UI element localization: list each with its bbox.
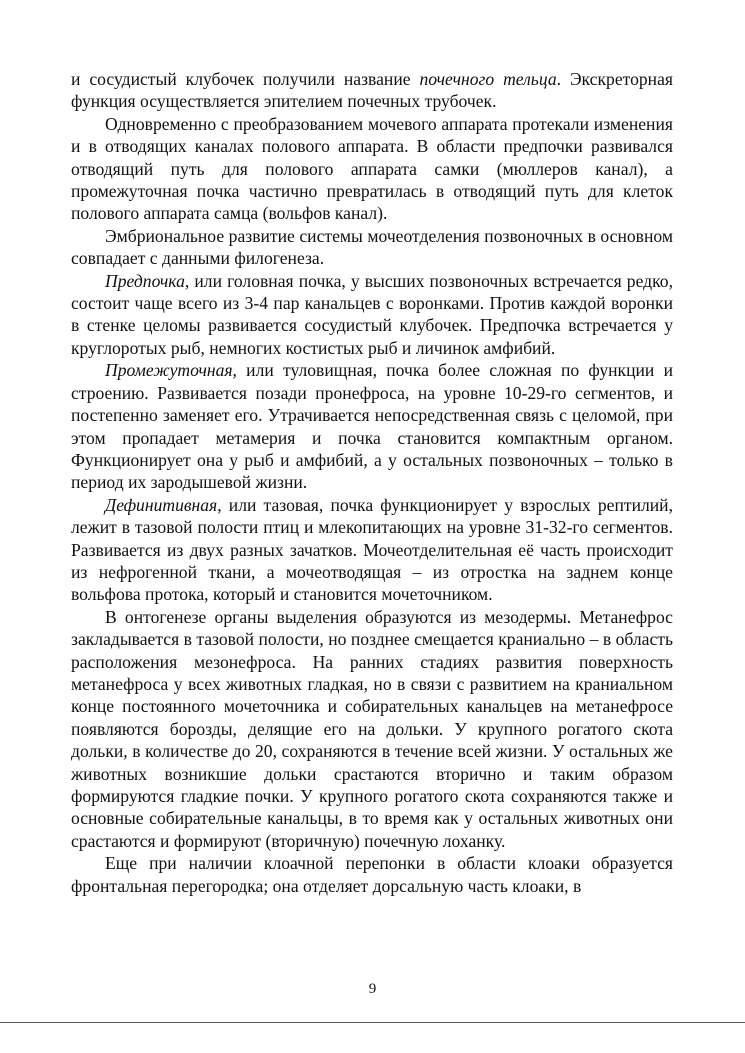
text-span: . Экскреторная функция осуществляется эпителием почечных трубочек. [71,69,674,112]
page-number: 9 [368,981,377,997]
italic-term: Предпочка [105,270,185,291]
paragraph-2 [71,113,673,225]
paragraph-3 [71,225,673,270]
text-span: Эмбриональное развитие системы мочеотделения позвоночных в основном совпадает с данными филогенеза. [71,225,673,269]
paragraph-1 [71,68,673,113]
paragraph-4 [71,270,673,360]
paragraph-5 [71,359,673,493]
text-span: Одновременно с преобразованием мочевого аппарата протекали изменения и в отводящих каналах полового аппарата. В области предпочки развивался отводящий путь для полового аппарата самки (мюллеров канал), а промежуточная почка частично превратилась в отводящий путь для клеток полового аппарата самца (вольфов канал). [71,113,673,224]
paragraph-7 [71,606,673,852]
text-span: , или туловищная, почка более сложная по функции и строению. Развивается позади пронефроса, на уровне 10-29-го сегментов, и постепенно заменяет его. Утрачивается непосредственная связь с целомой, при этом пропадает метамерия и почка становится компактным органом. Функционирует она у рыб и амфибий, а у остальных позвоночных – только в период их зародышевой жизни. [71,360,673,493]
text-span: В онтогенезе органы выделения образуются из мезодермы. Метанефрос закладывается в тазовой полости, но позднее смещается краниально – в область расположения мезонефроса. На ранних стадиях развития поверхность метанефроса у всех животных гладкая, но в связи с развитием на краниальном конце постоянного мочеточника и собирательных канальцев на метанефросе появляются борозды, делящие его на дольки. У крупного рогатого скота дольки, в количестве до 20, сохраняются в течение всей жизни. У остальных же животных возникшие дольки срастаются вторично и таким образом формируются гладкие почки. У крупного рогатого скота сохраняются также и основные собирательные канальцы, в то время как у остальных животных они срастаются и формируют (вторичную) почечную лоханку. [71,606,673,851]
footer-divider [0,1022,745,1023]
italic-term: Промежуточная [105,360,233,381]
page-body [71,68,673,897]
paragraph-6 [71,494,673,606]
text-span: Еще при наличии клоачной перепонки в области клоаки образуется фронтальная перегородка; она отделяет дорсальную часть клоаки, в [71,853,673,896]
text-span: , или тазовая, почка функционирует у взрослых рептилий, лежит в тазовой полости птиц и млекопитающих на уровне 31-32-го сегментов. Развивается из двух разных зачатков. Мочеотделительная её часть происходит из нефрогенной ткани, а мочеотводящая – из отростка на заднем конце вольфова протока, который и становится мочеточником. [71,494,673,605]
italic-term: почечного тельца [419,69,557,89]
text-span: , или головная почка, у высших позвоночных встречается редко, состоит чаще всего из 3-4 пар канальцев с воронками. Против каждой воронки в стенке целомы развивается сосудистый клубочек. Предпочка встречается у круглоротых рыб, немногих костистых рыб и личинок амфибий. [71,270,673,358]
italic-term: Дефинитивная [105,494,218,515]
text-span: и сосудистый клубочек получили название [71,69,420,89]
paragraph-8 [71,852,673,897]
